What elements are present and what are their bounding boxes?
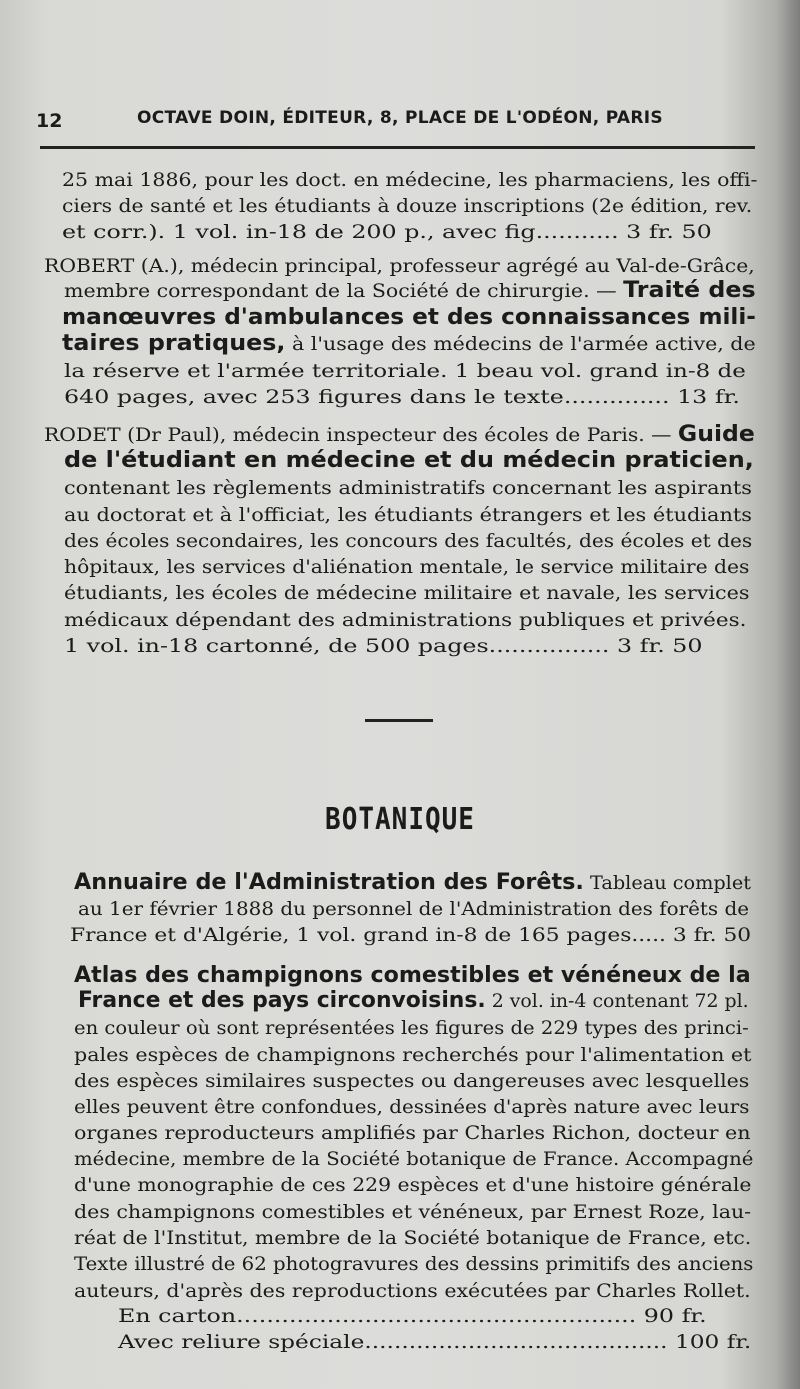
text-line [64, 555, 749, 579]
header-rule [40, 146, 755, 149]
bold-title-text: taires pratiques, [62, 331, 286, 356]
text-line [64, 449, 754, 473]
bold-title-text: Traité des [623, 278, 756, 303]
bold-title-text: Guide [677, 422, 755, 447]
body-text-run: d'une monographie de ces 229 espèces et d'une histoire générale [74, 1174, 752, 1196]
body-text-run: 2 vol. in-4 contenant 72 pl. [485, 990, 749, 1012]
body-text-run: Avec reliure spéciale......................................... 100 fr. [118, 1331, 752, 1353]
text-line [64, 279, 756, 303]
body-text-run: pales espèces de champignons recherchés pour l'alimentation et [74, 1044, 752, 1066]
text-line [74, 1226, 751, 1250]
body-text-run: des champignons comestibles et vénéneux, par Ernest Roze, lau- [74, 1201, 752, 1223]
text-line [74, 1121, 751, 1145]
body-text-run: organes reproducteurs amplifiés par Charles Richon, docteur en [74, 1122, 751, 1144]
body-text-run: en couleur où sont représentées les figures de 229 types des princi- [74, 1017, 749, 1039]
section-divider [365, 719, 433, 722]
text-line [44, 254, 755, 278]
body-text-run: et corr.). 1 vol. in-18 de 200 p., avec fig........... 3 fr. 50 [62, 221, 712, 243]
body-text-run: réat de l'Institut, membre de la Société botanique de France, etc. [74, 1227, 752, 1249]
body-text-run: des espèces similaires suspectes ou dangereuses avec lesquelles [74, 1070, 750, 1092]
bold-title-text: Annuaire de l'Administration des Forêts. [74, 870, 584, 895]
body-text-run: Tableau complet [583, 872, 751, 894]
text-line [64, 359, 746, 383]
body-text-run: RODET (Dr Paul), médecin inspecteur des écoles de Paris. — [44, 424, 678, 446]
text-line [74, 871, 751, 895]
body-text-run: médicaux dépendant des administrations publiques et privées. [64, 609, 747, 631]
text-line [64, 581, 749, 605]
text-line [74, 1200, 751, 1224]
body-text-run: ROBERT (A.), médecin principal, professeur agrégé au Val-de-Grâce, [44, 255, 755, 277]
text-line [62, 332, 756, 356]
text-line [74, 1279, 751, 1303]
text-line [74, 1173, 751, 1197]
body-text-run: Texte illustré de 62 photogravures des dessins primitifs des anciens [74, 1253, 754, 1275]
bold-title-text: de l'étudiant en médecine et du médecin praticien, [64, 448, 754, 473]
text-line [74, 1095, 749, 1119]
text-line [64, 503, 752, 527]
text-line [62, 168, 757, 192]
text-line [64, 608, 746, 632]
body-text-run: étudiants, les écoles de médecine militaire et navale, les services [64, 582, 750, 604]
body-text-run: au 1er février 1888 du personnel de l'Administration des forêts de [78, 898, 750, 920]
text-line [62, 306, 756, 330]
text-line [74, 1016, 749, 1040]
bold-title-text: manœuvres d'ambulances et des connaissances mili- [62, 305, 756, 330]
section-title: BOTANIQUE [325, 802, 475, 838]
body-text-run: hôpitaux, les services d'aliénation mentale, le service militaire des [64, 556, 750, 578]
body-text-run: 1 vol. in-18 cartonné, de 500 pages................ 3 fr. 50 [64, 635, 703, 657]
body-text-run: elles peuvent être confondues, dessinées d'après nature avec leurs [74, 1096, 750, 1118]
text-line [64, 476, 752, 500]
text-line [78, 989, 749, 1013]
body-text-run: En carton..................................................... 90 fr. [118, 1305, 707, 1327]
body-text-run: auteurs, d'après des reproductions exécutées par Charles Rollet. [74, 1280, 751, 1302]
body-text-run: à l'usage des médecins de l'armée active, de [285, 333, 756, 355]
body-text-run: médecine, membre de la Société botanique de France. Accompagné [74, 1148, 754, 1170]
text-line [64, 529, 752, 553]
text-line [62, 194, 752, 218]
text-line [74, 1147, 753, 1171]
body-text-run: 25 mai 1886, pour les doct. en médecine, les pharmaciens, les offi- [62, 169, 758, 191]
body-text-run: contenant les règlements administratifs concernant les aspirants [64, 477, 752, 499]
text-line [78, 897, 749, 921]
bold-title-text: France et des pays circonvoisins. [78, 988, 486, 1013]
body-text-run: membre correspondant de la Société de chirurgie. — [64, 280, 624, 302]
running-header: OCTAVE DOIN, ÉDITEUR, 8, PLACE DE L'ODÉON, PARIS [137, 108, 663, 128]
bold-title-text: Atlas des champignons comestibles et vénéneux de la [74, 963, 751, 988]
text-line [64, 634, 703, 658]
text-line [118, 1330, 751, 1354]
text-line [74, 1043, 751, 1067]
text-line [70, 923, 751, 947]
text-line [44, 423, 755, 447]
text-line [118, 1304, 707, 1328]
text-line [62, 220, 712, 244]
page-number: 12 [36, 110, 63, 132]
text-line [74, 964, 751, 988]
text-line [74, 1069, 749, 1093]
text-line [64, 385, 740, 409]
body-text-run: France et d'Algérie, 1 vol. grand in-8 de 165 pages..... 3 fr. 50 [70, 924, 752, 946]
text-line [74, 1252, 753, 1276]
body-text-run: 640 pages, avec 253 figures dans le texte.............. 13 fr. [64, 386, 740, 408]
body-text-run: au doctorat et à l'officiat, les étudiants étrangers et les étudiants [64, 504, 752, 526]
body-text-run: ciers de santé et les étudiants à douze inscriptions (2e édition, rev. [62, 195, 753, 217]
body-text-run: la réserve et l'armée territoriale. 1 beau vol. grand in-8 de [64, 360, 746, 382]
body-text-run: des écoles secondaires, les concours des facultés, des écoles et des [64, 530, 753, 552]
